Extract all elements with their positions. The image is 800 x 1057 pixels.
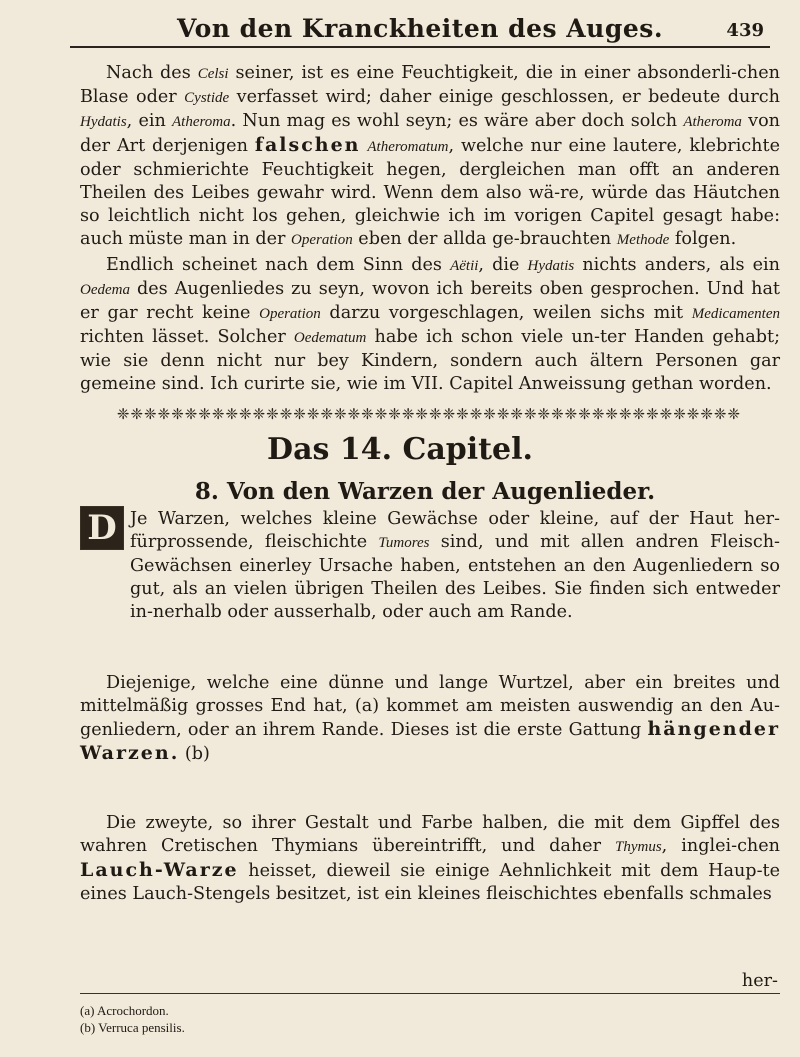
section-heading: 8. Von den Warzen der Augenlieder.: [194, 478, 656, 505]
footnote-rule: [80, 993, 780, 994]
decorative-initial: D: [80, 506, 124, 550]
footnotes: [80, 1002, 480, 1036]
page-number: 439: [726, 20, 764, 41]
chapter-heading: Das 14. Capitel.: [267, 432, 533, 467]
footnote-a: (a) Acrochordon.: [80, 1003, 169, 1018]
paragraph-hanging-warts: Diejenige, welche eine dünne und lange Wurtzel, aber ein breites und mittelmäßig grosses End hat, (a) kommet am meisten auswendig an den Au-genliedern, oder an ihrem Rande. Dieses ist die erste Gattung hängender Warzen. (b): [80, 673, 780, 764]
paragraph-warts-intro: Je Warzen, welches kleine Gewächse oder kleine, auf der Haut her-fürprossende, fleischichte Tumores sind, und mit allen andren Fleisch-Gewächsen einerley Ursache haben, entstehen an den Augenliedern so gut, als an vielen übrigen Theilen des Leibes. Sie finden sich entweder in-nerhalb oder ausserhalb, oder auch am Rande.: [130, 509, 780, 622]
running-head: [70, 12, 770, 48]
paragraph-hydatis-celsus: Nach des Celsi seiner, ist es eine Feuchtigkeit, die in einer absonderli-chen Blase oder Cystide verfasset wird; daher einige geschlossen, er bedeute durch Hydatis, ein Atheroma. Nun mag es wohl seyn; es wäre aber doch solch Atheroma von der Art derjenigen falschen Atheromatum, welche nur eine lautere, klebrichte oder schmierichte Feuchtigkeit hegen, dergleichen man offt an anderen Theilen des Leibes gewahr wird. Wenn dem also wä-re, würde das Häutchen so leichtlich nicht los gehen, gleichwie ich im vorigen Capitel gesagt habe: auch müste man in der Operation eben der allda ge-brauchten Methode folgen.: [80, 63, 780, 249]
paragraph-thymus-warts: Die zweyte, so ihrer Gestalt und Farbe halben, die mit dem Gipffel des wahren Cretischen Thymians übereintrifft, und daher Thymus, inglei-chen Lauch-Warze heisset, dieweil sie einige Aehnlichkeit mit dem Haup-te eines Lauch-Stengels besitzet, ist ein kleines fleischichtes ebenfalls schmales: [80, 813, 780, 904]
running-title: Von den Kranckheiten des Auges.: [176, 14, 664, 43]
ornament-divider: ❈❈❈❈❈❈❈❈❈❈❈❈❈❈❈❈❈❈❈❈❈❈❈❈❈❈❈❈❈❈❈❈❈❈❈❈❈❈❈❈❈❈❈❈❈❈: [116, 405, 742, 423]
paragraph-hydatis-aetius: Endlich scheinet nach dem Sinn des Aëtii, die Hydatis nichts anders, als ein Oedema des Augenliedes zu seyn, wovon ich bereits oben gesprochen. Und hat er gar recht keine Operation darzu vorgeschlagen, weilen sichs mit Medicamenten richten lässet. Solcher Oedematum habe ich schon viele un-ter Handen gehabt; wie sie denn nicht nur bey Kindern, sondern auch ältern Personen gar gemeine sind. Ich curirte sie, wie im VII. Capitel Anweissung gethan worden.: [80, 255, 781, 394]
footnote-b: (b) Verruca pensilis.: [80, 1020, 185, 1035]
catchword: her-: [741, 971, 778, 991]
